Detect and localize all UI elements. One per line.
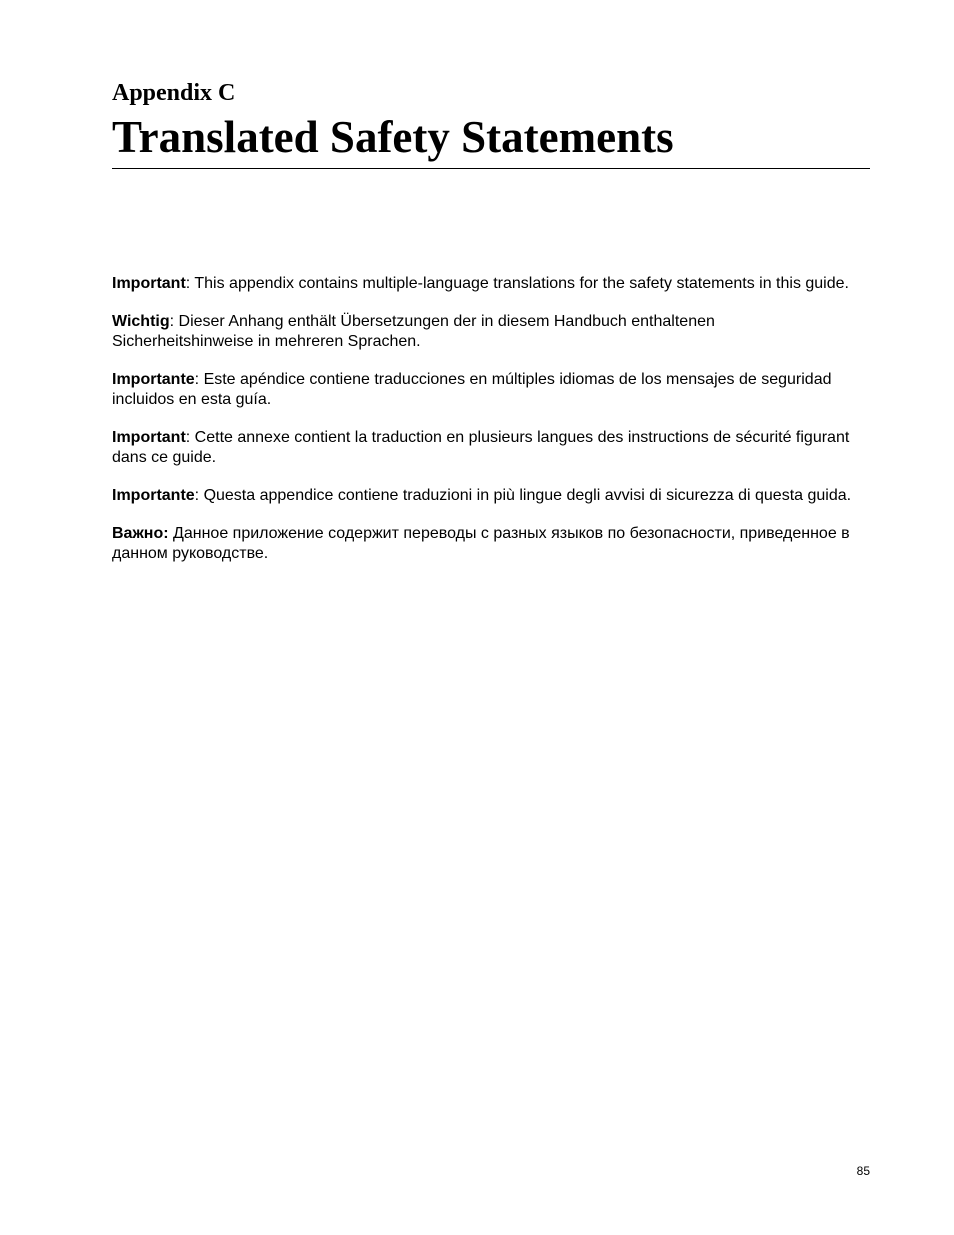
statement-russian	[112, 524, 860, 564]
statement-text: : Questa appendice contiene traduzioni in più lingue degli avvisi di sicurezza di questa guida.	[194, 487, 852, 504]
statement-text: : Dieser Anhang enthält Übersetzungen der in diesem Handbuch enthaltenen Sicherheitshinweise in mehreren Sprachen.	[112, 313, 715, 350]
statement-spanish	[112, 370, 860, 410]
statement-lead: Important	[112, 429, 186, 446]
statements-list	[112, 274, 860, 582]
statement-italian	[112, 486, 860, 506]
statement-french	[112, 428, 860, 468]
statement-text: Данное приложение содержит переводы с разных языков по безопасности, приведенное в данном руководстве.	[112, 525, 850, 562]
statement-text: : Este apéndice contiene traducciones en múltiples idiomas de los mensajes de seguridad incluidos en esta guía.	[112, 371, 832, 408]
appendix-label: Appendix C	[112, 80, 236, 106]
statement-english	[112, 274, 860, 294]
page-number: 85	[856, 1164, 870, 1178]
statement-german	[112, 312, 860, 352]
page-title: Translated Safety Statements	[112, 112, 674, 162]
statement-text: : This appendix contains multiple-language translations for the safety statements in this guide.	[185, 275, 849, 292]
statement-lead: Importante	[112, 371, 195, 388]
title-divider	[112, 168, 870, 169]
statement-lead: Importante	[112, 487, 195, 504]
statement-lead: Wichtig	[112, 313, 170, 330]
statement-lead: Важно:	[112, 525, 169, 542]
statement-lead: Important	[112, 275, 186, 292]
statement-text: : Cette annexe contient la traduction en plusieurs langues des instructions de sécurité figurant dans ce guide.	[112, 429, 850, 466]
